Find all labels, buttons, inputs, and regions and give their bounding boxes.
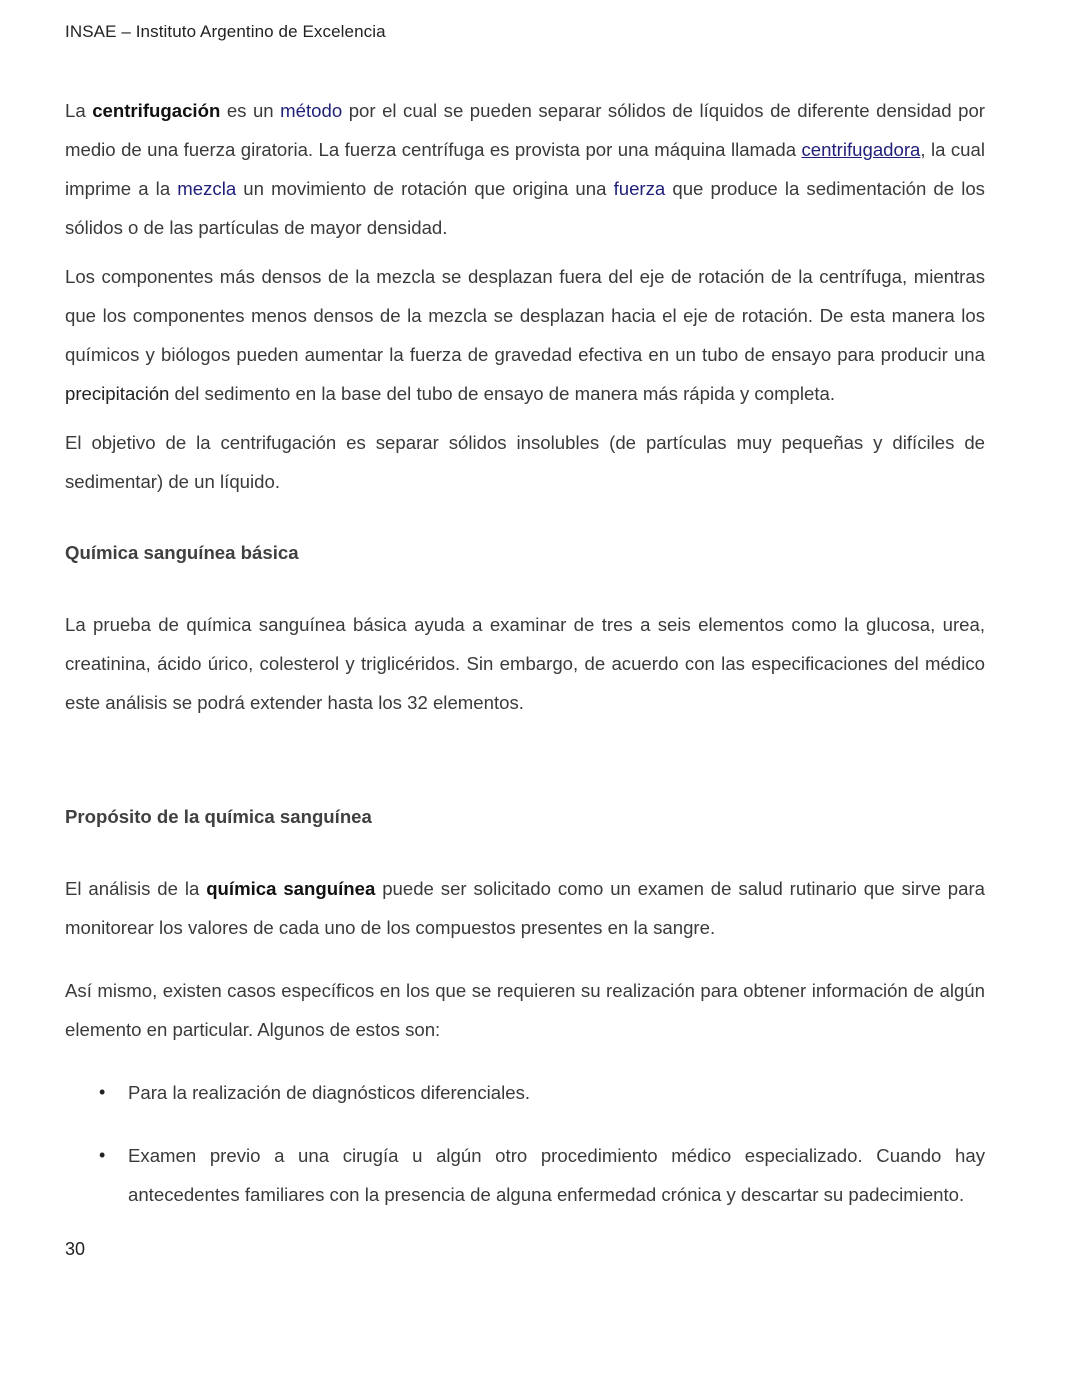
paragraph-specific-cases: Así mismo, existen casos específicos en los que se requieren su realización para obtener información de algún elemento en particular. Algunos de estos son: xyxy=(65,980,985,1040)
text-run: El análisis de la xyxy=(65,878,207,899)
heading-quimica-basica: Química sanguínea básica xyxy=(65,542,299,563)
heading-proposito: Propósito de la química sanguínea xyxy=(65,806,372,827)
link-fuerza[interactable]: fuerza xyxy=(613,178,666,199)
bold-term-quimica-sanguinea: química sanguínea xyxy=(206,878,376,899)
text-run: por el cual se pueden separar sólidos de líquidos de diferente densidad por medio de una fuerza giratoria. La fuerza centrífuga es provista por una máquina llamada xyxy=(65,100,985,160)
link-mezcla[interactable]: mezcla xyxy=(177,178,237,199)
page-number: 30 xyxy=(65,1239,86,1259)
bullet-list xyxy=(65,1073,985,1214)
bold-term-centrifugacion: centrifugación xyxy=(92,100,221,121)
text-run: puede ser solicitado como un examen de salud rutinario que sirve para monitorear los valores de cada uno de los compuestos presentes en la sangre. xyxy=(65,878,985,938)
paragraph-components xyxy=(65,257,985,413)
term-precipitacion: precipitación xyxy=(65,383,170,404)
paragraph-objective: El objetivo de la centrifugación es separar sólidos insolubles (de partículas muy pequeñas y difíciles de sedimentar) de un líquido. xyxy=(65,432,985,492)
running-header: INSAE – Instituto Argentino de Excelencia xyxy=(65,22,386,41)
page-body xyxy=(65,91,985,1214)
paragraph-centrifugation xyxy=(65,91,985,247)
list-item xyxy=(65,1073,985,1112)
paragraph-analysis xyxy=(65,869,985,947)
bullet-icon: • xyxy=(99,1145,106,1165)
list-item xyxy=(65,1136,985,1214)
text-run: La xyxy=(65,100,93,121)
text-run: que produce la sedimentación de los sólidos o de las partículas de mayor densidad. xyxy=(65,178,985,238)
text-run: del sedimento en la base del tubo de ensayo de manera más rápida y completa. xyxy=(169,383,836,404)
text-run: es un xyxy=(220,100,281,121)
list-item-text: Examen previo a una cirugía u algún otro procedimiento médico especializado. Cuando hay antecedentes familiares con la presencia de alguna enfermedad crónica y descartar su padecimiento. xyxy=(128,1145,985,1205)
link-metodo[interactable]: método xyxy=(280,100,343,121)
list-item-text: Para la realización de diagnósticos diferenciales. xyxy=(128,1082,531,1103)
link-centrifugadora[interactable]: centrifugadora xyxy=(801,139,921,160)
text-run: , la cual imprime a la xyxy=(65,139,985,199)
text-run: un movimiento de rotación que origina una xyxy=(236,178,614,199)
paragraph-basic-test: La prueba de química sanguínea básica ayuda a examinar de tres a seis elementos como la glucosa, urea, creatinina, ácido úrico, colesterol y triglicéridos. Sin embargo, de acuerdo con las especificaciones del médico este análisis se podrá extender hasta los 32 elementos. xyxy=(65,614,985,713)
bullet-icon: • xyxy=(99,1082,106,1102)
text-run: Los componentes más densos de la mezcla se desplazan fuera del eje de rotación de la centrífuga, mientras que los componentes menos densos de la mezcla se desplazan hacia el eje de rotación. De esta manera los químicos y biólogos pueden aumentar la fuerza de gravedad efectiva en un tubo de ensayo para producir una xyxy=(65,266,985,365)
